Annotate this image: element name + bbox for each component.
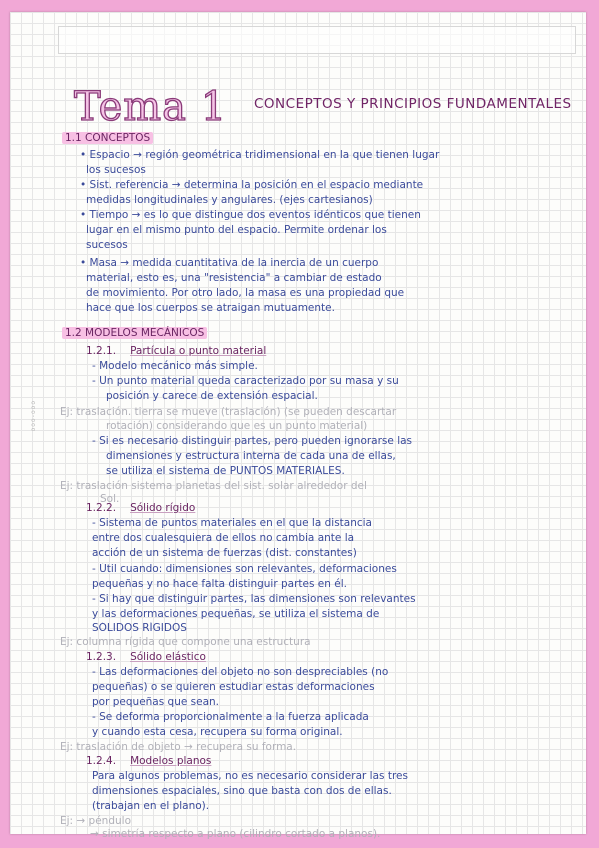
text-line: Para algunos problemas, no es necesario considerar las tres xyxy=(92,770,408,782)
subsection-heading: 1.2.1. Partícula o punto material xyxy=(86,345,267,357)
page-title: Tema 1 xyxy=(74,84,228,130)
text-line: • Masa → medida cuantitativa de la inercia de un cuerpo xyxy=(80,257,379,269)
text-line: SÓLIDOS RÍGIDOS xyxy=(92,622,187,634)
notebook-page xyxy=(10,12,586,840)
subsection-heading: 1.2.4. Modelos planos xyxy=(86,755,212,767)
text-line: - Las deformaciones del objeto no son despreciables (no xyxy=(92,666,389,678)
text-line: - Modelo mecánico más simple. xyxy=(92,360,258,372)
page-subtitle: CONCEPTOS Y PRINCIPIOS FUNDAMENTALES xyxy=(254,96,572,112)
section-heading-conceptos: 1.1 CONCEPTOS xyxy=(62,132,153,144)
text-line: Ej: → péndulo xyxy=(60,815,132,827)
text-line: y cuando esta cesa, recupera su forma original. xyxy=(92,726,343,738)
text-line: • Espacio → región geométrica tridimensional en la que tienen lugar xyxy=(80,149,440,161)
text-line: acción de un sistema de fuerzas (dist. constantes) xyxy=(92,547,357,559)
subsection-heading: 1.2.3. Sólido elástico xyxy=(86,651,206,663)
text-line: - Sistema de puntos materiales en el que la distancia xyxy=(92,517,372,529)
text-line: pequeñas) o se quieren estudiar estas deformaciones xyxy=(92,681,375,693)
text-line: - Si es necesario distinguir partes, pero pueden ignorarse las xyxy=(92,435,413,447)
text-line: posición y carece de extensión espacial. xyxy=(106,390,318,402)
section-heading-modelos: 1.2 MODELOS MECÁNICOS xyxy=(62,327,207,339)
text-line: - Un punto material queda caracterizado por su masa y su xyxy=(92,375,399,387)
text-line: Ej: traslación. tierra se mueve (traslación) (se pueden descartar xyxy=(60,406,397,418)
text-line: dimensiones y estructura interna de cada una de ellas, xyxy=(106,450,396,462)
text-line: de movimiento. Por otro lado, la masa es una propiedad que xyxy=(86,287,405,299)
text-line: → simetría respecto a plano (cilindro cortado a planos). xyxy=(90,828,381,840)
text-line: dimensiones espaciales, sino que basta con dos de ellas. xyxy=(92,785,392,797)
subsection-heading: 1.2.2. Sólido rígido xyxy=(86,502,196,514)
text-line: entre dos cualesquiera de ellos no cambia ante la xyxy=(92,532,355,544)
text-line: - Útil cuando: dimensiones son relevantes, deformaciones xyxy=(92,563,397,575)
text-line: medidas longitudinales y angulares. (ejes cartesianos) xyxy=(86,194,373,206)
text-line: se utiliza el sistema de PUNTOS MATERIALES. xyxy=(106,465,345,477)
text-line: y las deformaciones pequeñas, se utiliza el sistema de xyxy=(92,608,380,620)
text-line: rotación) considerando que es un punto material) xyxy=(106,420,368,432)
text-line: - Se deforma proporcionalmente a la fuerza aplicada xyxy=(92,711,369,723)
text-line: - Si hay que distinguir partes, las dimensiones son relevantes xyxy=(92,593,416,605)
text-line: • Sist. referencia → determina la posición en el espacio mediante xyxy=(80,179,424,191)
text-line: pequeñas y no hace falta distinguir partes en él. xyxy=(92,578,347,590)
text-line: Ej: traslación de objeto → recupera su forma. xyxy=(60,741,297,753)
text-line: los sucesos xyxy=(86,164,146,176)
text-line: material, esto es, una "resistencia" a cambiar de estado xyxy=(86,272,382,284)
side-margin-mark: ooo-ooo xyxy=(30,400,37,432)
text-line: Ej: traslación sistema planetas del sist. solar alrededor del xyxy=(60,480,367,492)
text-line: (trabajan en el plano). xyxy=(92,800,210,812)
text-line: hace que los cuerpos se atraigan mutuamente. xyxy=(86,302,335,314)
text-line: por pequeñas que sean. xyxy=(92,696,220,708)
text-line: • Tiempo → es lo que distingue dos eventos idénticos que tienen xyxy=(80,209,421,221)
text-line: Sol. xyxy=(100,493,120,505)
header-box xyxy=(58,26,576,54)
text-line: lugar en el mismo punto del espacio. Permite ordenar los xyxy=(86,224,387,236)
text-line: Ej: columna rígida que compone una estructura xyxy=(60,636,311,648)
text-line: sucesos xyxy=(86,239,128,251)
